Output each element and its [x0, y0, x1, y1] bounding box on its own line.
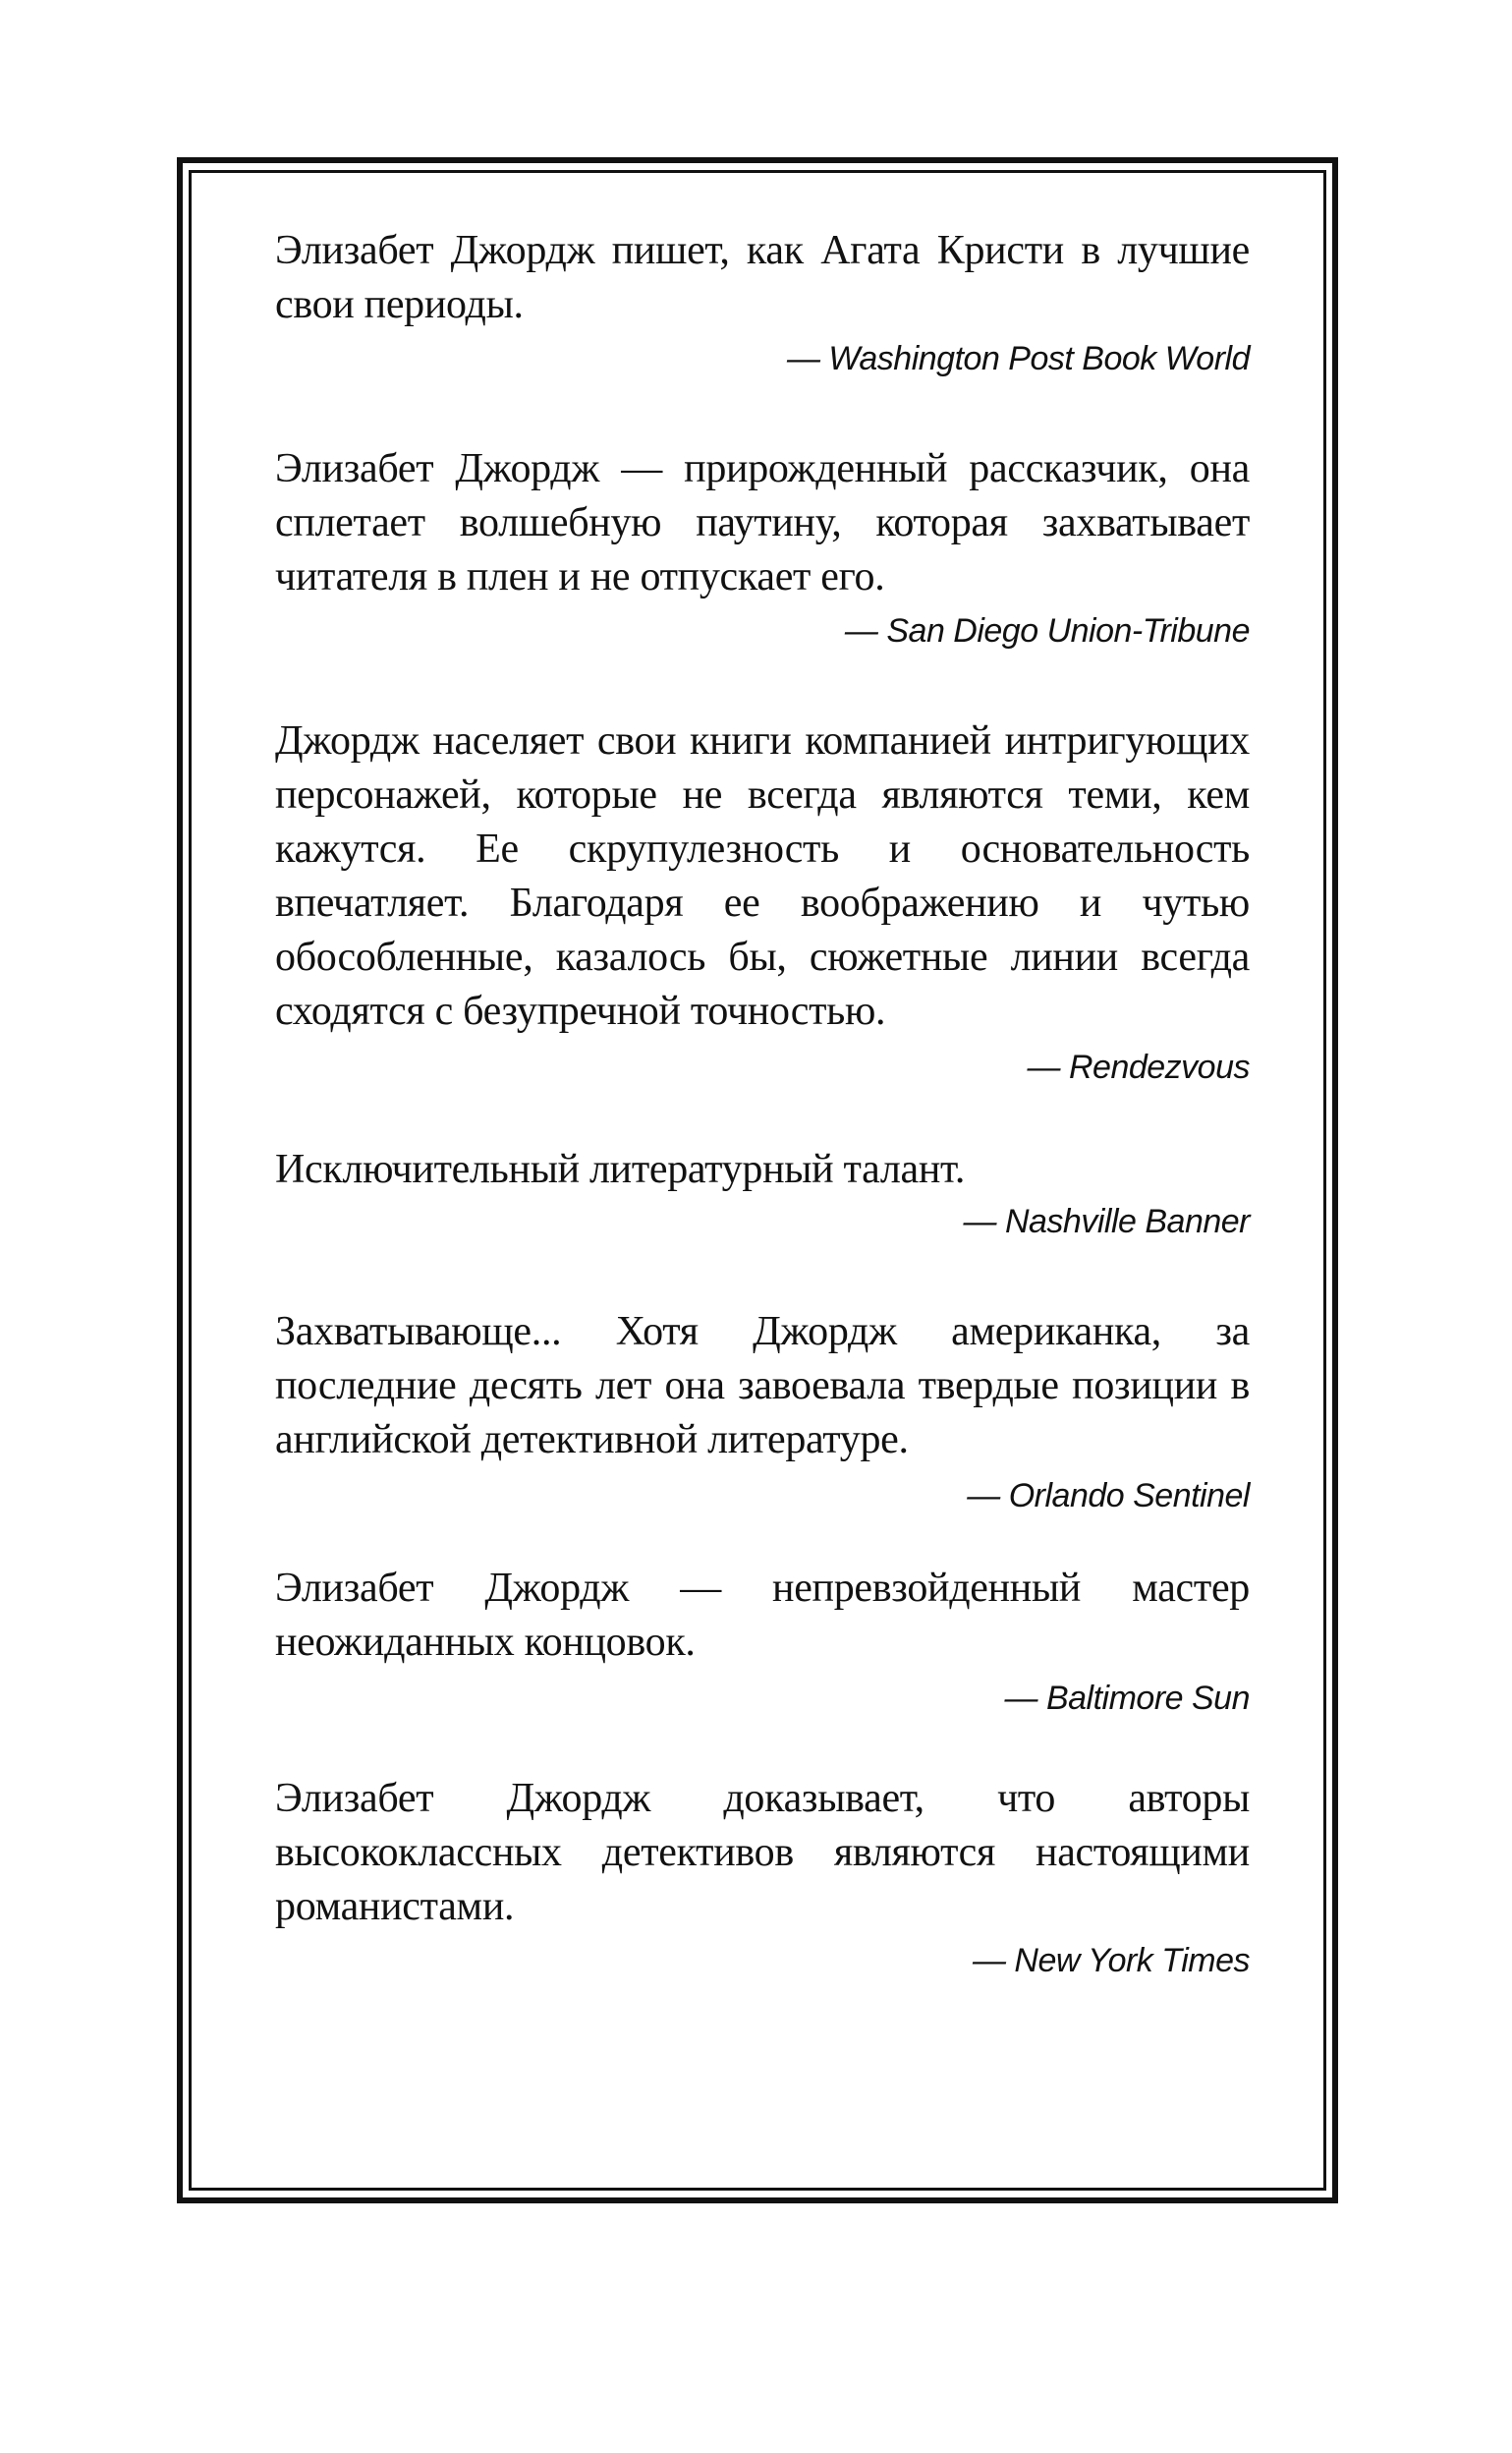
review-source: — San Diego Union-Tribune	[844, 612, 1250, 650]
review-quote: Исключительный литературный талант.	[275, 1147, 966, 1192]
review-san-diego	[275, 442, 1250, 652]
review-quote: Захватывающе... Хотя Джордж американка, за последние десять лет она завоевала твердые позиции в английской детективной литературе.	[275, 1309, 1250, 1462]
review-new-york-times	[275, 1772, 1250, 1981]
review-quote: Джордж населяет свои книги компанией интригующих персонажей, которые не всегда являются теми, кем кажутся. Ее скрупулезность и основательность впечатляет. Благодаря ее воображению и чутью обособленные, казалось бы, сюжетные линии всегда сходятся с безупречной точностью.	[275, 718, 1250, 1034]
review-source: — Washington Post Book World	[786, 340, 1250, 377]
review-source: — Orlando Sentinel	[967, 1477, 1250, 1514]
review-source: — New York Times	[972, 1942, 1250, 1979]
review-baltimore	[275, 1562, 1250, 1719]
review-nashville	[275, 1143, 1250, 1242]
review-quote: Элизабет Джордж — непревзойденный мастер неожиданных концовок.	[275, 1566, 1250, 1665]
review-quote: Элизабет Джордж пишет, как Агата Кристи в лучшие свои периоды.	[275, 228, 1250, 327]
review-quote: Элизабет Джордж — прирожденный рассказчик, она сплетает волшебную паутину, которая захватывает читателя в плен и не отпускает его.	[275, 446, 1250, 599]
review-quote: Элизабет Джордж доказывает, что авторы высококлассных детективов являются настоящими романистами.	[275, 1776, 1250, 1929]
review-washington-post	[275, 224, 1250, 379]
reviews-list	[275, 224, 1250, 1981]
review-source: — Baltimore Sun	[1004, 1680, 1250, 1717]
review-source: — Rendezvous	[1027, 1049, 1250, 1086]
review-source: — Nashville Banner	[963, 1203, 1250, 1240]
review-orlando	[275, 1305, 1250, 1516]
review-rendezvous	[275, 714, 1250, 1088]
